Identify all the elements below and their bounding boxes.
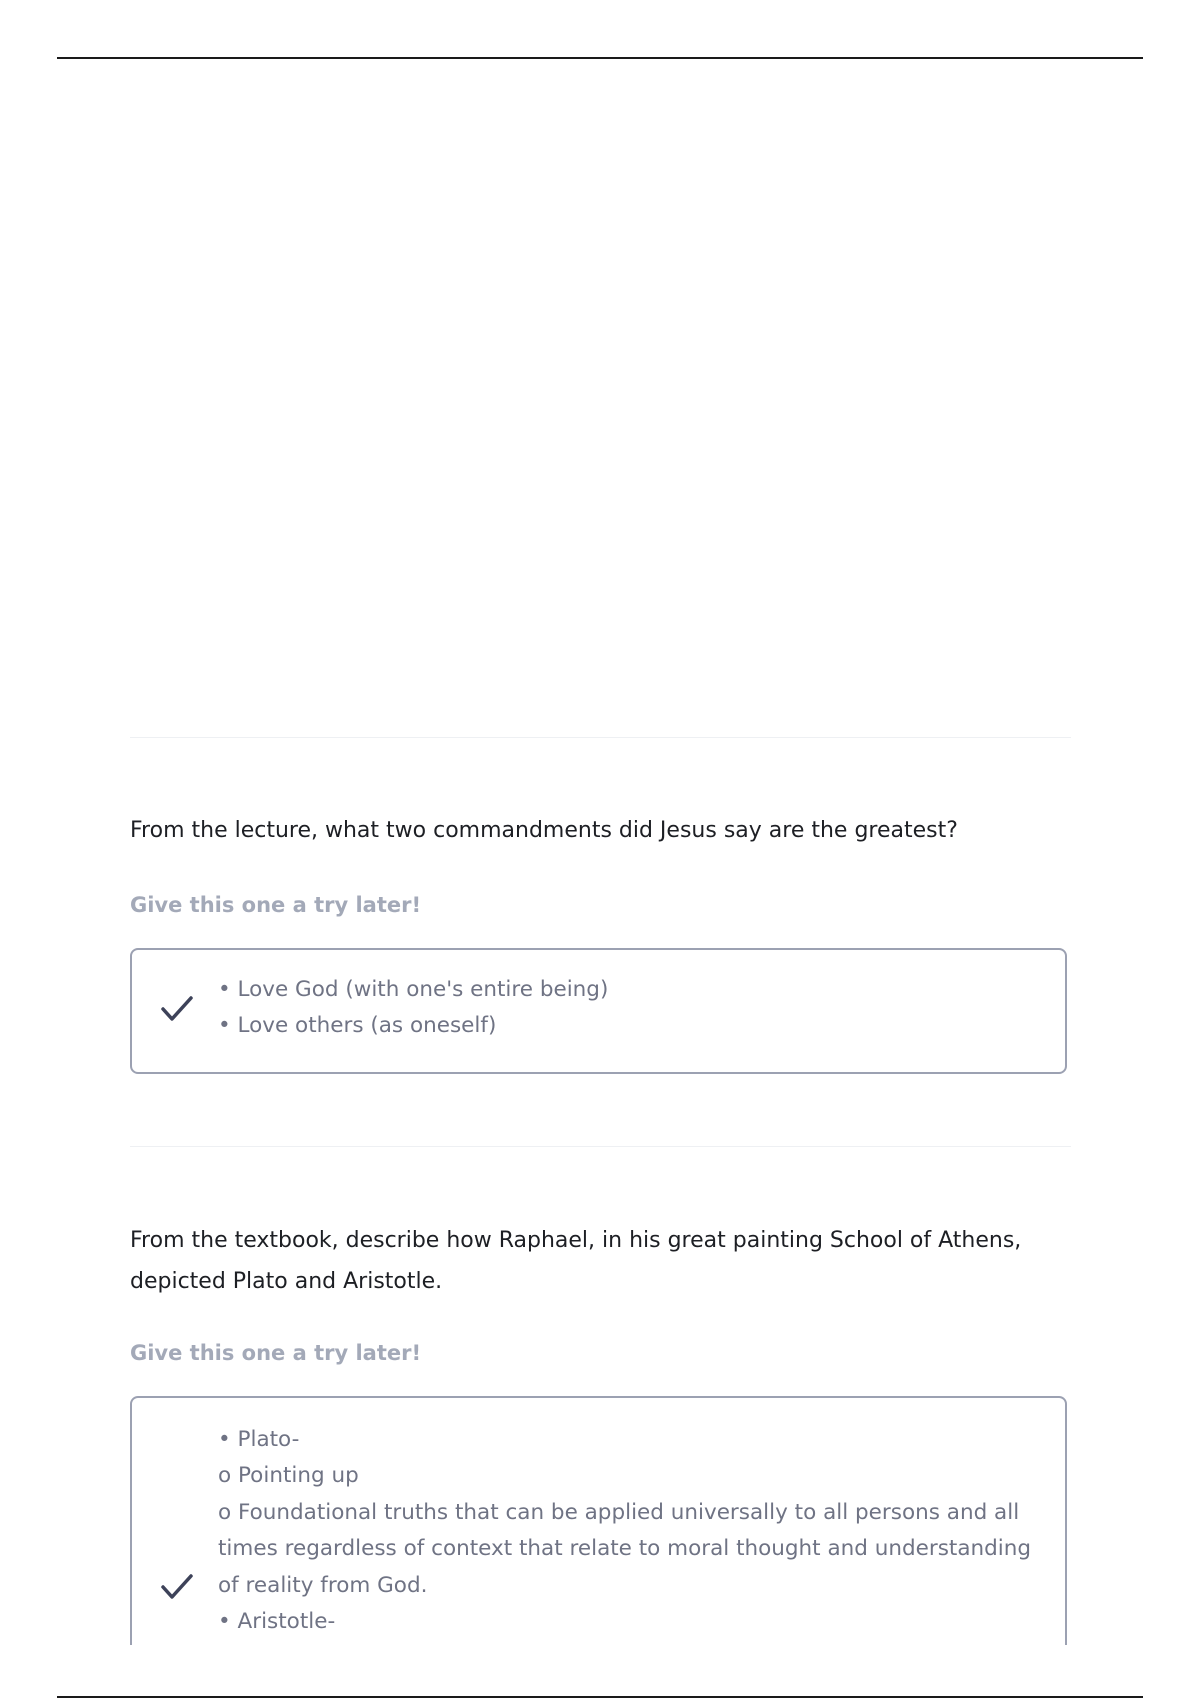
try-later-link[interactable]: Give this one a try later!: [130, 1341, 422, 1365]
check-icon: [160, 994, 194, 1024]
question-text: From the lecture, what two commandments did Jesus say are the greatest?: [130, 818, 958, 843]
answer-line: • Aristotle-: [218, 1609, 336, 1635]
answer-card[interactable]: [130, 1396, 1067, 1645]
card-divider: [130, 1146, 1071, 1147]
try-later-link[interactable]: Give this one a try later!: [130, 893, 422, 917]
answer-line: o Pointing up: [218, 1463, 359, 1489]
bottom-page-rule: [57, 1696, 1143, 1698]
card-divider: [130, 737, 1071, 738]
answer-line: • Plato-: [218, 1427, 300, 1452]
question-text: From the textbook, describe how Raphael, in his great painting School of Athens, depicted Plato and Aristotle.: [130, 1228, 1022, 1294]
answer-line: o Foundational truths that can be applied universally to all persons and all times regardless of context that relate to moral thought and understanding of reality from God.: [218, 1499, 1032, 1598]
answer-list: [218, 1422, 1037, 1640]
answer-line: • Love God (with one's entire being): [218, 977, 609, 1002]
answer-list: [218, 972, 1037, 1045]
check-icon: [160, 1572, 194, 1602]
answer-line: • Love others (as oneself): [218, 1013, 497, 1039]
answer-card[interactable]: [130, 948, 1067, 1074]
